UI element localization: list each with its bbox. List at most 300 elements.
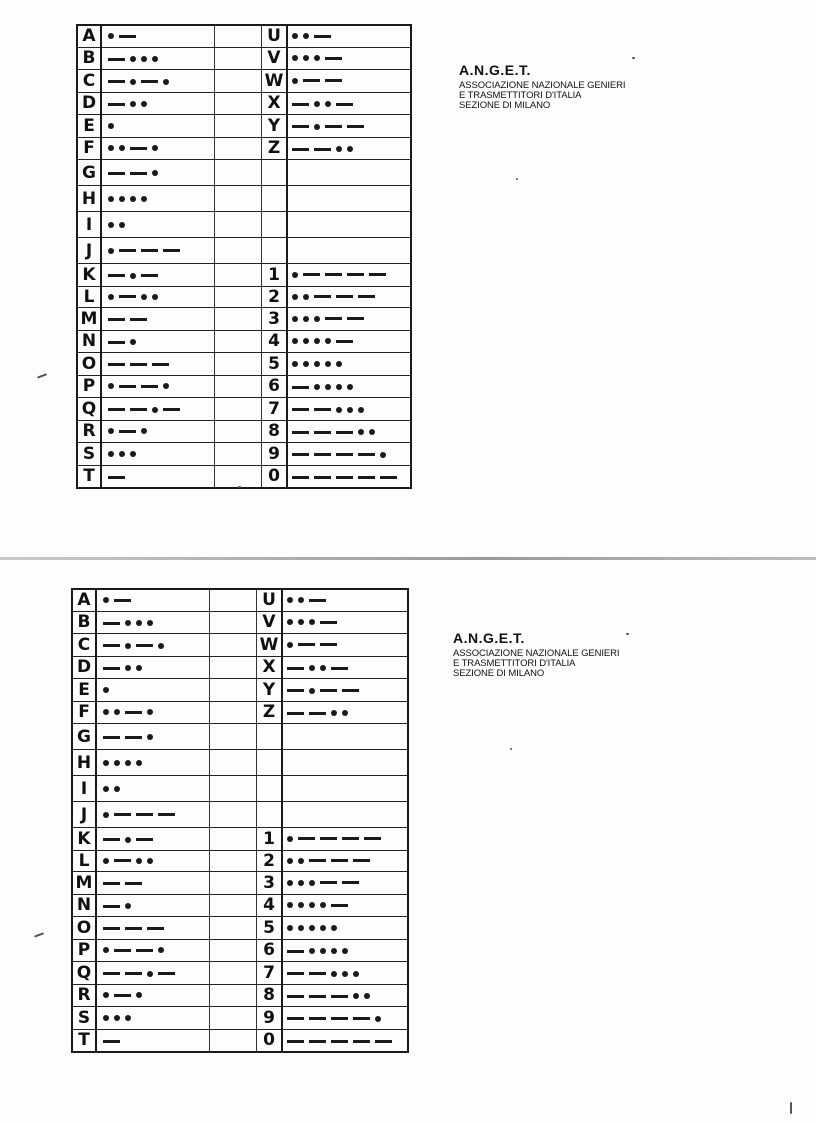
- morse-symbols: [103, 805, 180, 825]
- morse-symbols: [108, 241, 185, 261]
- morse-code: [287, 420, 411, 443]
- morse-dot: [292, 294, 298, 300]
- morse-dash: [103, 882, 120, 885]
- morse-row: [72, 750, 408, 776]
- morse-code: [96, 679, 210, 702]
- morse-dash: [130, 363, 147, 366]
- morse-code: [282, 939, 408, 962]
- morse-letter: U: [257, 589, 283, 611]
- morse-code: [282, 917, 408, 940]
- morse-dash: [292, 103, 309, 106]
- morse-dash: [353, 859, 370, 862]
- scan-speck: [510, 748, 512, 750]
- morse-dot: [314, 124, 320, 130]
- morse-symbols: [287, 635, 342, 655]
- morse-dot: [292, 55, 298, 61]
- morse-dot: [320, 925, 326, 931]
- morse-letter: Q: [77, 398, 101, 421]
- morse-letter: 9: [262, 443, 288, 466]
- morse-row: [77, 443, 411, 466]
- morse-dash: [358, 295, 375, 298]
- morse-letter: X: [262, 92, 288, 115]
- morse-symbols: [103, 919, 169, 939]
- morse-code: [101, 375, 215, 398]
- morse-dot: [298, 597, 304, 603]
- organization-line-2: E TRASMETTITORI D'ITALIA: [459, 89, 582, 101]
- morse-code: [282, 962, 408, 985]
- morse-code: [287, 286, 411, 308]
- morse-dot: [314, 384, 320, 390]
- morse-dash: [163, 408, 180, 411]
- morse-symbols: [292, 265, 391, 285]
- morse-dash: [292, 386, 309, 389]
- morse-code: [287, 47, 411, 70]
- morse-code: [101, 443, 215, 466]
- morse-dash: [163, 249, 180, 252]
- morse-letter: K: [72, 828, 96, 851]
- scan-speck: [238, 486, 241, 488]
- morse-dot: [292, 361, 298, 367]
- morse-dash: [108, 408, 125, 411]
- morse-dot: [287, 836, 293, 842]
- morse-dot: [125, 837, 131, 843]
- morse-symbols: [292, 71, 347, 91]
- morse-dot: [103, 687, 109, 693]
- morse-dot: [292, 272, 298, 278]
- morse-row: [77, 25, 411, 47]
- morse-dash: [331, 1040, 348, 1043]
- morse-dot: [114, 760, 120, 766]
- morse-dot: [136, 858, 142, 864]
- morse-symbols: [103, 753, 147, 773]
- morse-dash: [320, 837, 337, 840]
- morse-dot: [141, 294, 147, 300]
- morse-dot: [358, 429, 364, 435]
- morse-dot: [108, 248, 114, 254]
- morse-symbols: [287, 1031, 397, 1051]
- morse-letter: T: [72, 1029, 96, 1052]
- morse-dot: [125, 665, 131, 671]
- morse-code: [287, 308, 411, 331]
- morse-row: [72, 828, 408, 851]
- morse-dash: [287, 689, 304, 692]
- morse-dot: [287, 642, 293, 648]
- morse-letter: I: [77, 212, 101, 238]
- morse-symbols: [108, 49, 163, 69]
- morse-dash: [309, 712, 326, 715]
- morse-dash: [108, 172, 125, 175]
- morse-dot: [325, 361, 331, 367]
- morse-code: [101, 398, 215, 421]
- morse-code: [96, 611, 210, 634]
- morse-symbols: [287, 918, 342, 938]
- morse-dash: [314, 476, 331, 479]
- morse-dash: [287, 667, 304, 670]
- morse-dash: [119, 430, 136, 433]
- morse-dash: [358, 476, 375, 479]
- morse-code: [282, 656, 408, 679]
- morse-letter: T: [77, 465, 101, 488]
- morse-letter: B: [72, 611, 96, 634]
- morse-dot: [147, 971, 153, 977]
- morse-dash: [292, 476, 309, 479]
- morse-dash: [114, 949, 131, 952]
- morse-letter: G: [72, 724, 96, 750]
- morse-code: [282, 634, 408, 657]
- morse-symbols: [103, 985, 147, 1005]
- morse-dash: [314, 148, 331, 151]
- morse-dash: [309, 859, 326, 862]
- scan-speck: [37, 373, 47, 378]
- morse-letter: [257, 802, 283, 828]
- morse-code: [282, 872, 408, 895]
- morse-dot: [331, 710, 337, 716]
- blank-cell: [215, 308, 262, 331]
- morse-table: [71, 588, 409, 1053]
- morse-dash: [325, 317, 342, 320]
- morse-dash: [108, 476, 125, 479]
- morse-letter: P: [77, 375, 101, 398]
- morse-dot: [325, 384, 331, 390]
- morse-dash: [309, 1040, 326, 1043]
- morse-dot: [320, 665, 326, 671]
- morse-symbols: [108, 189, 152, 209]
- morse-dot: [108, 428, 114, 434]
- morse-dot: [287, 858, 293, 864]
- morse-dot: [292, 33, 298, 39]
- morse-dot: [353, 971, 359, 977]
- morse-letter: S: [72, 1007, 96, 1030]
- morse-letter: 7: [262, 398, 288, 421]
- morse-dash: [336, 431, 353, 434]
- morse-code: [282, 850, 408, 872]
- morse-dot: [130, 196, 136, 202]
- blank-cell: [215, 47, 262, 70]
- morse-dot: [103, 760, 109, 766]
- blank-cell: [210, 724, 257, 750]
- morse-dash: [125, 882, 142, 885]
- morse-dot: [347, 146, 353, 152]
- morse-symbols: [108, 421, 152, 441]
- morse-dot: [108, 196, 114, 202]
- morse-dash: [287, 712, 304, 715]
- morse-letter: L: [77, 286, 101, 308]
- morse-dot: [342, 710, 348, 716]
- morse-symbols: [292, 26, 336, 46]
- morse-row: [72, 894, 408, 917]
- morse-dash: [287, 1017, 304, 1020]
- morse-row: [77, 264, 411, 287]
- morse-dash: [119, 35, 136, 38]
- morse-dash: [364, 837, 381, 840]
- morse-dot: [336, 384, 342, 390]
- morse-dot: [287, 619, 293, 625]
- morse-letter: Q: [72, 962, 96, 985]
- morse-dash: [298, 837, 315, 840]
- morse-dot: [108, 222, 114, 228]
- organization-line-3: SEZIONE DI MILANO: [453, 667, 545, 679]
- morse-symbols: [287, 658, 353, 678]
- morse-dash: [103, 644, 120, 647]
- morse-letter: E: [72, 679, 96, 702]
- morse-code: [287, 92, 411, 115]
- morse-code: [287, 70, 411, 93]
- morse-letter: L: [72, 850, 96, 872]
- morse-letter: 6: [262, 375, 288, 398]
- morse-letter: [262, 212, 288, 238]
- morse-dot: [158, 643, 164, 649]
- morse-dash: [108, 363, 125, 366]
- morse-dash: [147, 927, 164, 930]
- morse-symbols: [108, 287, 163, 307]
- morse-dash: [108, 274, 125, 277]
- morse-letter: N: [77, 330, 101, 353]
- morse-dot: [380, 452, 386, 458]
- morse-symbols: [103, 940, 169, 960]
- morse-letter: 9: [257, 1007, 283, 1030]
- morse-dash: [309, 972, 326, 975]
- morse-letter: Z: [262, 137, 288, 160]
- morse-code: [287, 375, 411, 398]
- morse-letter: 8: [262, 420, 288, 443]
- morse-code: [287, 443, 411, 466]
- morse-dot: [163, 383, 169, 389]
- blank-cell: [210, 802, 257, 828]
- morse-table: [76, 24, 412, 489]
- morse-symbols: [108, 94, 152, 114]
- blank-cell: [215, 264, 262, 287]
- morse-symbols: [108, 138, 163, 158]
- morse-dot: [369, 429, 375, 435]
- blank-cell: [215, 212, 262, 238]
- morse-row: [77, 70, 411, 93]
- morse-row: [77, 286, 411, 308]
- morse-letter: M: [77, 308, 101, 331]
- morse-dash: [347, 317, 364, 320]
- morse-code: [287, 264, 411, 287]
- morse-dot: [303, 294, 309, 300]
- morse-code: [96, 802, 210, 828]
- morse-dot: [136, 620, 142, 626]
- morse-code: [287, 25, 411, 47]
- morse-dash: [336, 103, 353, 106]
- morse-letter: K: [77, 264, 101, 287]
- morse-dot: [303, 338, 309, 344]
- morse-dash: [114, 599, 131, 602]
- morse-code: [101, 25, 215, 47]
- morse-letter: B: [77, 47, 101, 70]
- morse-letter: 0: [257, 1029, 283, 1052]
- morse-code: [96, 776, 210, 802]
- morse-dot: [108, 383, 114, 389]
- morse-dash: [141, 80, 158, 83]
- morse-dash: [331, 1017, 348, 1020]
- morse-letter: V: [257, 611, 283, 634]
- morse-dash: [108, 103, 125, 106]
- morse-letter: U: [262, 25, 288, 47]
- morse-dot: [114, 786, 120, 792]
- morse-code: [282, 750, 408, 776]
- blank-cell: [210, 589, 257, 611]
- morse-letter: 2: [262, 286, 288, 308]
- morse-letter: [262, 238, 288, 264]
- scan-speck: [34, 932, 44, 937]
- morse-code: [96, 872, 210, 895]
- morse-letter: [262, 160, 288, 186]
- morse-symbols: [287, 590, 331, 610]
- morse-dot: [298, 619, 304, 625]
- morse-dash: [342, 837, 359, 840]
- morse-dot: [130, 79, 136, 85]
- morse-dash: [152, 363, 169, 366]
- blank-cell: [210, 984, 257, 1007]
- organization-line-3: SEZIONE DI MILANO: [459, 99, 551, 111]
- morse-dot: [298, 858, 304, 864]
- morse-code: [282, 589, 408, 611]
- morse-dash: [320, 621, 337, 624]
- morse-symbols: [103, 702, 158, 722]
- morse-dash: [292, 125, 309, 128]
- morse-row: [77, 465, 411, 488]
- morse-dot: [331, 948, 337, 954]
- morse-row: [72, 962, 408, 985]
- blank-cell: [215, 70, 262, 93]
- morse-symbols: [292, 94, 358, 114]
- morse-dash: [130, 147, 147, 150]
- morse-code: [101, 353, 215, 376]
- morse-dot: [292, 78, 298, 84]
- morse-symbols: [108, 266, 163, 286]
- morse-dot: [375, 1016, 381, 1022]
- morse-row: [77, 398, 411, 421]
- morse-code: [282, 776, 408, 802]
- blank-cell: [215, 330, 262, 353]
- morse-dash: [130, 408, 147, 411]
- organization-title: A.N.G.E.T.: [453, 630, 525, 646]
- morse-dash: [125, 736, 142, 739]
- morse-letter: 5: [257, 917, 283, 940]
- morse-dot: [331, 925, 337, 931]
- blank-cell: [215, 186, 262, 212]
- morse-letter: 5: [262, 353, 288, 376]
- morse-symbols: [292, 467, 402, 487]
- morse-dot: [320, 948, 326, 954]
- morse-dash: [314, 453, 331, 456]
- morse-dot: [298, 880, 304, 886]
- morse-dot: [130, 56, 136, 62]
- morse-code: [101, 238, 215, 264]
- morse-dot: [119, 222, 125, 228]
- morse-dot: [147, 709, 153, 715]
- morse-dash: [369, 273, 386, 276]
- morse-dot: [147, 858, 153, 864]
- morse-dash: [292, 148, 309, 151]
- morse-dot: [158, 947, 164, 953]
- morse-letter: 6: [257, 939, 283, 962]
- morse-dot: [152, 56, 158, 62]
- morse-dash: [314, 408, 331, 411]
- morse-symbols: [108, 26, 141, 46]
- morse-symbols: [103, 964, 180, 984]
- morse-code: [287, 160, 411, 186]
- blank-cell: [210, 656, 257, 679]
- morse-letter: C: [77, 70, 101, 93]
- blank-cell: [210, 750, 257, 776]
- blank-cell: [210, 917, 257, 940]
- morse-dash: [336, 476, 353, 479]
- morse-code: [101, 115, 215, 138]
- morse-letter: Z: [257, 701, 283, 724]
- morse-dash: [125, 927, 142, 930]
- morse-code: [282, 611, 408, 634]
- morse-dot: [163, 79, 169, 85]
- morse-dot: [136, 665, 142, 671]
- morse-dot: [147, 734, 153, 740]
- morse-dot: [103, 786, 109, 792]
- morse-dot: [141, 56, 147, 62]
- morse-symbols: [292, 331, 358, 351]
- morse-row: [77, 212, 411, 238]
- morse-code: [101, 264, 215, 287]
- morse-code: [96, 828, 210, 851]
- morse-dot: [314, 316, 320, 322]
- morse-letter: 7: [257, 962, 283, 985]
- morse-dash: [119, 249, 136, 252]
- morse-dot: [303, 361, 309, 367]
- morse-dash: [314, 431, 331, 434]
- morse-code: [101, 308, 215, 331]
- blank-cell: [210, 679, 257, 702]
- morse-symbols: [103, 613, 158, 633]
- morse-symbols: [108, 310, 152, 330]
- morse-dash: [103, 905, 120, 908]
- morse-dash: [336, 295, 353, 298]
- morse-row: [72, 656, 408, 679]
- morse-letter: W: [257, 634, 283, 657]
- morse-symbols: [108, 163, 163, 183]
- morse-symbols: [292, 117, 369, 137]
- morse-dot: [320, 902, 326, 908]
- morse-row: [77, 330, 411, 353]
- scan-speck: [790, 1102, 792, 1114]
- morse-letter: 0: [262, 465, 288, 488]
- morse-row: [77, 160, 411, 186]
- morse-dot: [130, 339, 136, 345]
- morse-dash: [325, 57, 342, 60]
- morse-letter: [257, 750, 283, 776]
- morse-dot: [292, 338, 298, 344]
- morse-dot: [103, 709, 109, 715]
- blank-cell: [210, 850, 257, 872]
- morse-dash: [303, 273, 320, 276]
- morse-letter: [257, 724, 283, 750]
- morse-dash: [141, 249, 158, 252]
- morse-dot: [141, 196, 147, 202]
- morse-code: [282, 828, 408, 851]
- morse-row: [72, 1007, 408, 1030]
- morse-dot: [347, 407, 353, 413]
- morse-dash: [125, 711, 142, 714]
- morse-code: [282, 724, 408, 750]
- morse-dash: [103, 972, 120, 975]
- morse-code: [96, 1007, 210, 1030]
- morse-symbols: [108, 215, 130, 235]
- morse-symbols: [108, 72, 174, 92]
- blank-cell: [215, 115, 262, 138]
- morse-symbols: [103, 896, 136, 916]
- morse-code: [282, 701, 408, 724]
- morse-letter: P: [72, 939, 96, 962]
